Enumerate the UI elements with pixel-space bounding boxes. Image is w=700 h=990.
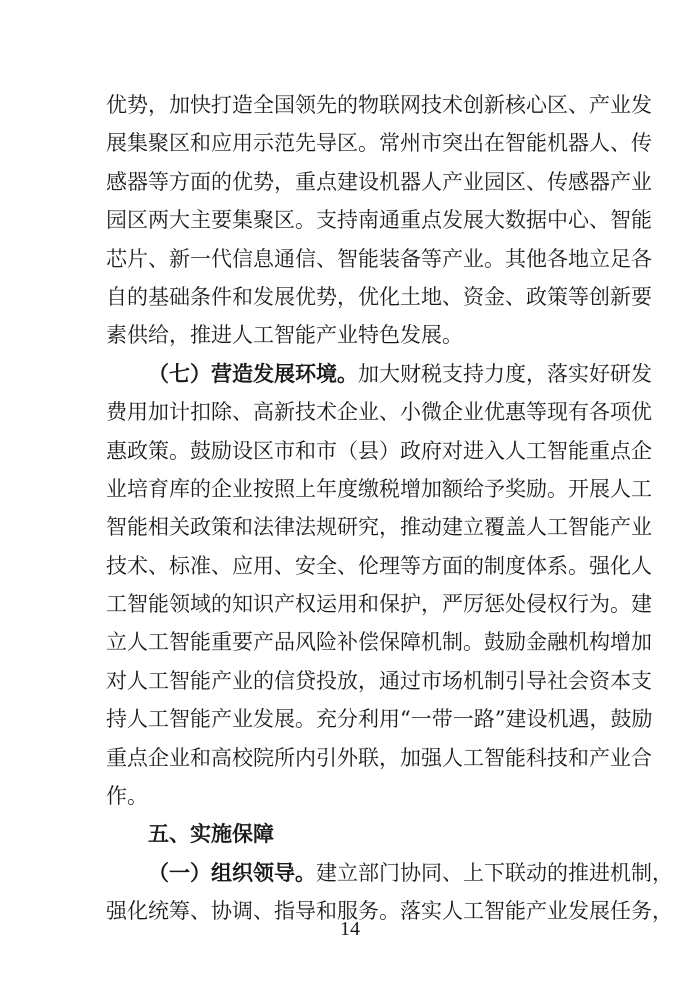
paragraph-line: 持人工智能产业发展。充分利用“一带一路”建设机遇，鼓励 [106,707,653,732]
paragraph-line: 作。 [106,784,148,809]
paragraph-line: 重点企业和高校院所内引外联，加强人工智能科技和产业合 [106,745,652,770]
paragraph-line: 展集聚区和应用示范先导区。常州市突出在智能机器人、传 [106,131,652,156]
paragraph-line: 对人工智能产业的信贷投放，通过市场机制引导社会资本支 [106,668,652,693]
body-text [106,86,673,931]
section-7-first-line-text: 加大财税支持力度，落实好研发 [358,361,652,386]
paragraph-line: 技术、标准、应用、安全、伦理等方面的制度体系。强化人 [106,553,652,578]
paragraph-line: 业培育库的企业按照上年度缴税增加额给予奖励。开展人工 [106,476,652,501]
paragraph-line: 芯片、新一代信息通信、智能装备等产业。其他各地立足各 [106,246,652,271]
paragraph-line: 园区两大主要集聚区。支持南通重点发展大数据中心、智能 [106,208,652,233]
section-5-1-first-line [106,854,673,892]
page-number: 14 [340,918,360,940]
paragraph-line: 素供给，推进人工智能产业特色发展。 [106,323,463,348]
section-5-1-first-line-text: 建立部门协同、上下联动的推进机制， [316,860,673,885]
paragraph-line: 智能相关政策和法律法规研究，推动建立覆盖人工智能产业 [106,515,652,540]
section-7-first-line [106,355,652,393]
paragraph-line: 费用加计扣除、高新技术企业、小微企业优惠等现有各项优 [106,400,652,425]
section-7-heading: （七）营造发展环境。 [148,361,358,386]
paragraph-line: 立人工智能重要产品风险补偿保障机制。鼓励金融机构增加 [106,630,652,655]
paragraph-line: 工智能领域的知识产权运用和保护，严厉惩处侵权行为。建 [106,592,652,617]
section-5-1-heading: （一）组织领导。 [148,860,316,885]
paragraph-line: 强化统筹、协调、指导和服务。落实人工智能产业发展任务， [106,899,673,924]
section-5-heading: 五、实施保障 [148,822,274,847]
paragraph-line: 优势，加快打造全国领先的物联网技术创新核心区、产业发 [106,93,652,117]
paragraph-line: 惠政策。鼓励设区市和市（县）政府对进入人工智能重点企 [106,438,652,463]
paragraph-line: 自的基础条件和发展优势，优化土地、资金、政策等创新要 [106,284,652,309]
paragraph-line: 感器等方面的优势，重点建设机器人产业园区、传感器产业 [106,169,652,194]
